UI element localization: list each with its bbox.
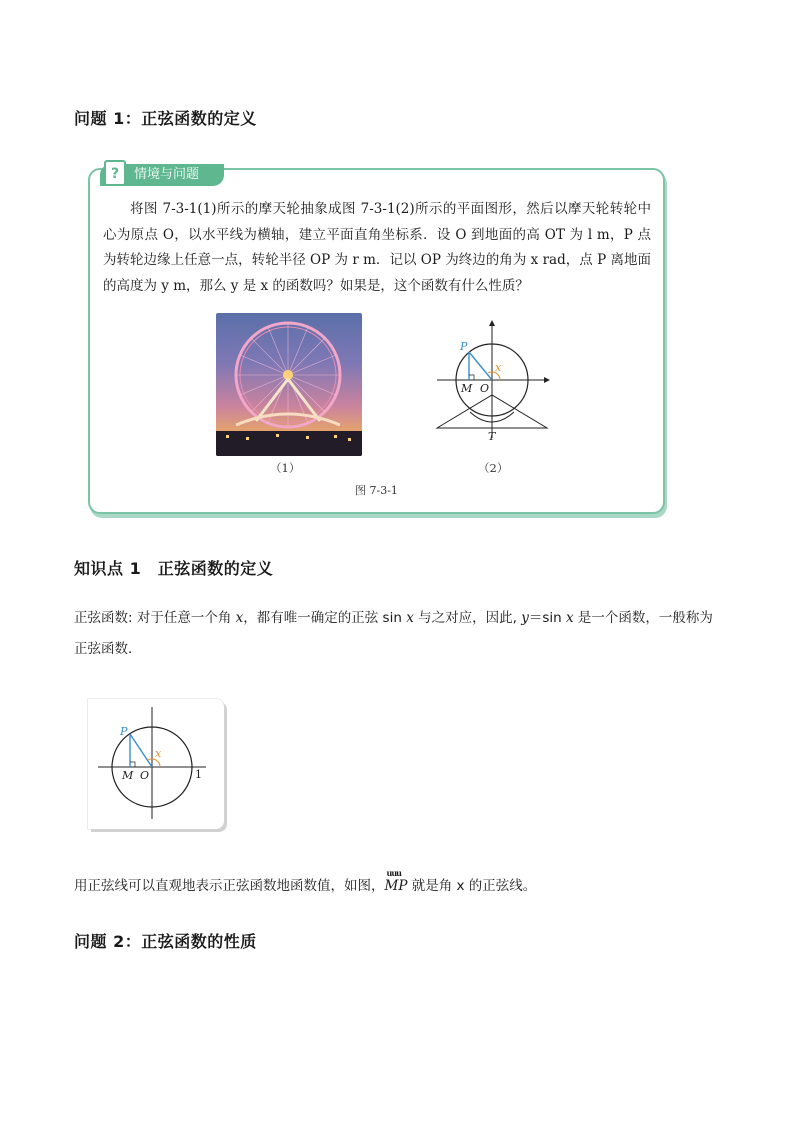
label-m: M (461, 382, 473, 395)
situation-text: 将图 7-3-1(1)所示的摩天轮抽象成图 7-3-1(2)所示的平面图形，然后以摩天轮转轮中心为原点 O，以水平线为横轴，建立平面直角坐标系．设 O 到地面的高 OT 为 l m，P 点为转轮边缘上任意一点，转轮半径 OP 为 r m．记以 OP 为终边的角为 x rad，点 P 离地面的高度为 y m，那么 y 是 x 的函数吗？如果是，这个函数有什么性质？ (103, 201, 651, 294)
unit-circle-diagram (94, 703, 214, 823)
def-part4: ＝sin (528, 610, 566, 626)
sine-line-sentence (74, 868, 537, 894)
question-2-heading: 问题 2：正弦函数的性质 (74, 932, 257, 951)
unit-label-one: 1 (195, 768, 202, 781)
knowledge-point-1-heading: 知识点 1 正弦函数的定义 (74, 559, 274, 578)
sine-definition-paragraph (74, 603, 724, 665)
abstract-wheel-diagram (432, 320, 552, 442)
ferris-wheel-icon (216, 313, 362, 456)
def-part3: 与之对应，因此, (413, 610, 522, 626)
unit-label-p: P (120, 725, 128, 738)
figure-number-caption: 图 7-3-1 (355, 484, 398, 497)
question-1-heading: 问题 1：正弦函数的定义 (74, 109, 257, 128)
situation-tab: 情境与问题 (100, 164, 224, 186)
label-p: P (460, 340, 468, 353)
vector-mp (384, 868, 408, 894)
label-o: O (480, 382, 490, 395)
unit-label-x: x (155, 747, 162, 760)
def-y: y (521, 610, 529, 626)
ferris-wheel-photo (216, 313, 362, 456)
figure-caption-2: （2） (478, 461, 509, 475)
def-part1: 正弦函数: 对于任意一个角 (74, 610, 236, 626)
def-x1: x (235, 610, 244, 626)
label-x: x (495, 361, 502, 374)
def-x3: x (565, 610, 574, 626)
unit-label-o: O (140, 769, 150, 782)
sine-line-before: 用正弦线可以直观地表示正弦函数地函数值，如图， (74, 878, 385, 894)
def-part5: 是一个函数，一般称为正弦函数． (74, 610, 713, 657)
vector-arrow-mark: uuu (386, 868, 401, 878)
figure-caption-1: （1） (270, 461, 301, 475)
sine-line-after: 就是角 x 的正弦线。 (407, 878, 537, 894)
unit-label-m: M (122, 769, 134, 782)
question-mark-icon: ? (104, 160, 126, 186)
def-x2: x (406, 610, 414, 626)
def-part2: ，都有唯一确定的正弦 sin (243, 610, 407, 626)
label-t: T (488, 430, 496, 442)
vector-mp-label: MP (384, 878, 408, 894)
